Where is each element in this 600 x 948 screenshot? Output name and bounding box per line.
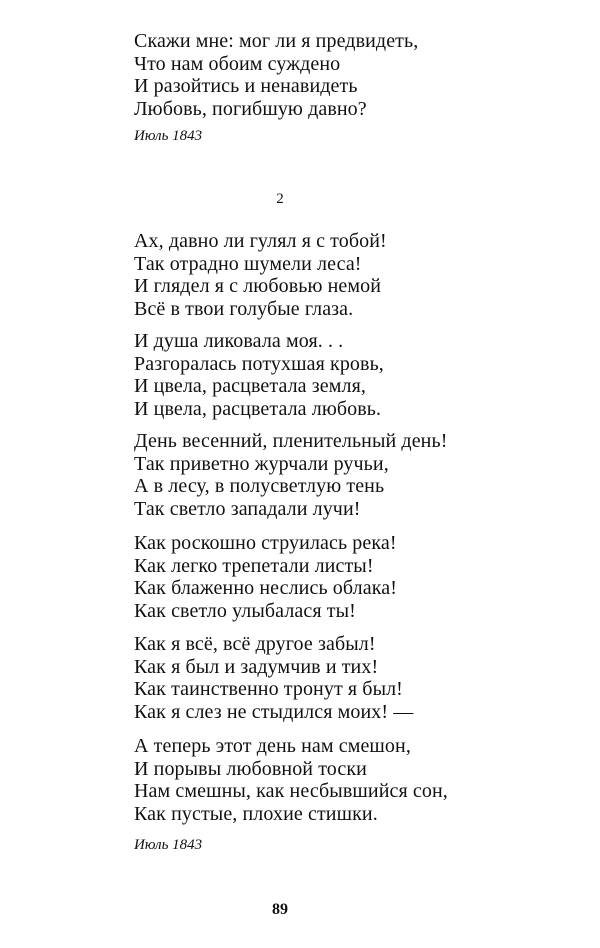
poem-line: Ах, давно ли гулял я с тобой! bbox=[134, 230, 387, 252]
poem-line: И порывы любовной тоски bbox=[134, 757, 367, 780]
poem2-stanza-5 bbox=[134, 633, 413, 723]
poem2-date: Июль 1843 bbox=[134, 837, 203, 853]
poem-line: И цвела, расцветала земля, bbox=[134, 375, 366, 397]
poem2-stanza-2 bbox=[134, 330, 384, 420]
poem2-stanza-4 bbox=[134, 532, 397, 622]
poem-line: Как светло улыбалася ты! bbox=[134, 599, 356, 622]
poem-line: Как роскошно струилась река! bbox=[134, 532, 397, 554]
poem-line: И цвела, расцветала любовь. bbox=[134, 397, 382, 420]
poem-line: И глядел я с любовью немой bbox=[134, 275, 382, 297]
poem-line: И разойтись и ненавидеть bbox=[134, 75, 358, 97]
poem-line: Разгоралась потухшая кровь, bbox=[134, 352, 384, 375]
poem1-stanza bbox=[134, 30, 418, 120]
poem-line: Так светло западали лучи! bbox=[134, 497, 361, 520]
poem-line: Как я слез не стыдился моих! — bbox=[134, 700, 414, 723]
section-number: 2 bbox=[276, 191, 284, 207]
poem-line: День весенний, пленительный день! bbox=[134, 430, 448, 452]
poem2-stanza-3 bbox=[134, 430, 447, 520]
poem-line: Так приветно журчали ручьи, bbox=[134, 452, 389, 475]
poem1-date: Июль 1843 bbox=[134, 128, 203, 144]
poem2-stanza-1 bbox=[134, 230, 387, 320]
poem-line: Как я был и задумчив и тих! bbox=[134, 655, 379, 678]
poem-line: Так отрадно шумели леса! bbox=[134, 252, 362, 275]
poem-line: Нам смешны, как несбывшийся сон, bbox=[134, 780, 448, 802]
poem-line: Как пустые, плохие стишки. bbox=[134, 802, 378, 825]
poem-line: Как я всё, всё другое забыл! bbox=[134, 633, 376, 655]
poem-line: Как блаженно неслись облака! bbox=[134, 577, 397, 599]
poem-line: А теперь этот день нам смешон, bbox=[134, 735, 411, 757]
poem-line: Как таинственно тронут я был! bbox=[134, 678, 403, 700]
poem2-stanza-6 bbox=[134, 735, 448, 825]
poem-line: Скажи мне: мог ли я предвидеть, bbox=[134, 30, 419, 52]
poem-line: Как легко трепетали листы! bbox=[134, 554, 374, 577]
page-number: 89 bbox=[272, 901, 288, 918]
poem-line: Всё в твои голубые глаза. bbox=[134, 297, 354, 320]
poem-line: И душа ликовала моя. . . bbox=[134, 330, 344, 352]
poem-line: Что нам обоим суждено bbox=[134, 52, 341, 75]
poem-line: Любовь, погибшую давно? bbox=[134, 97, 367, 120]
poem-line: А в лесу, в полусветлую тень bbox=[134, 475, 385, 497]
